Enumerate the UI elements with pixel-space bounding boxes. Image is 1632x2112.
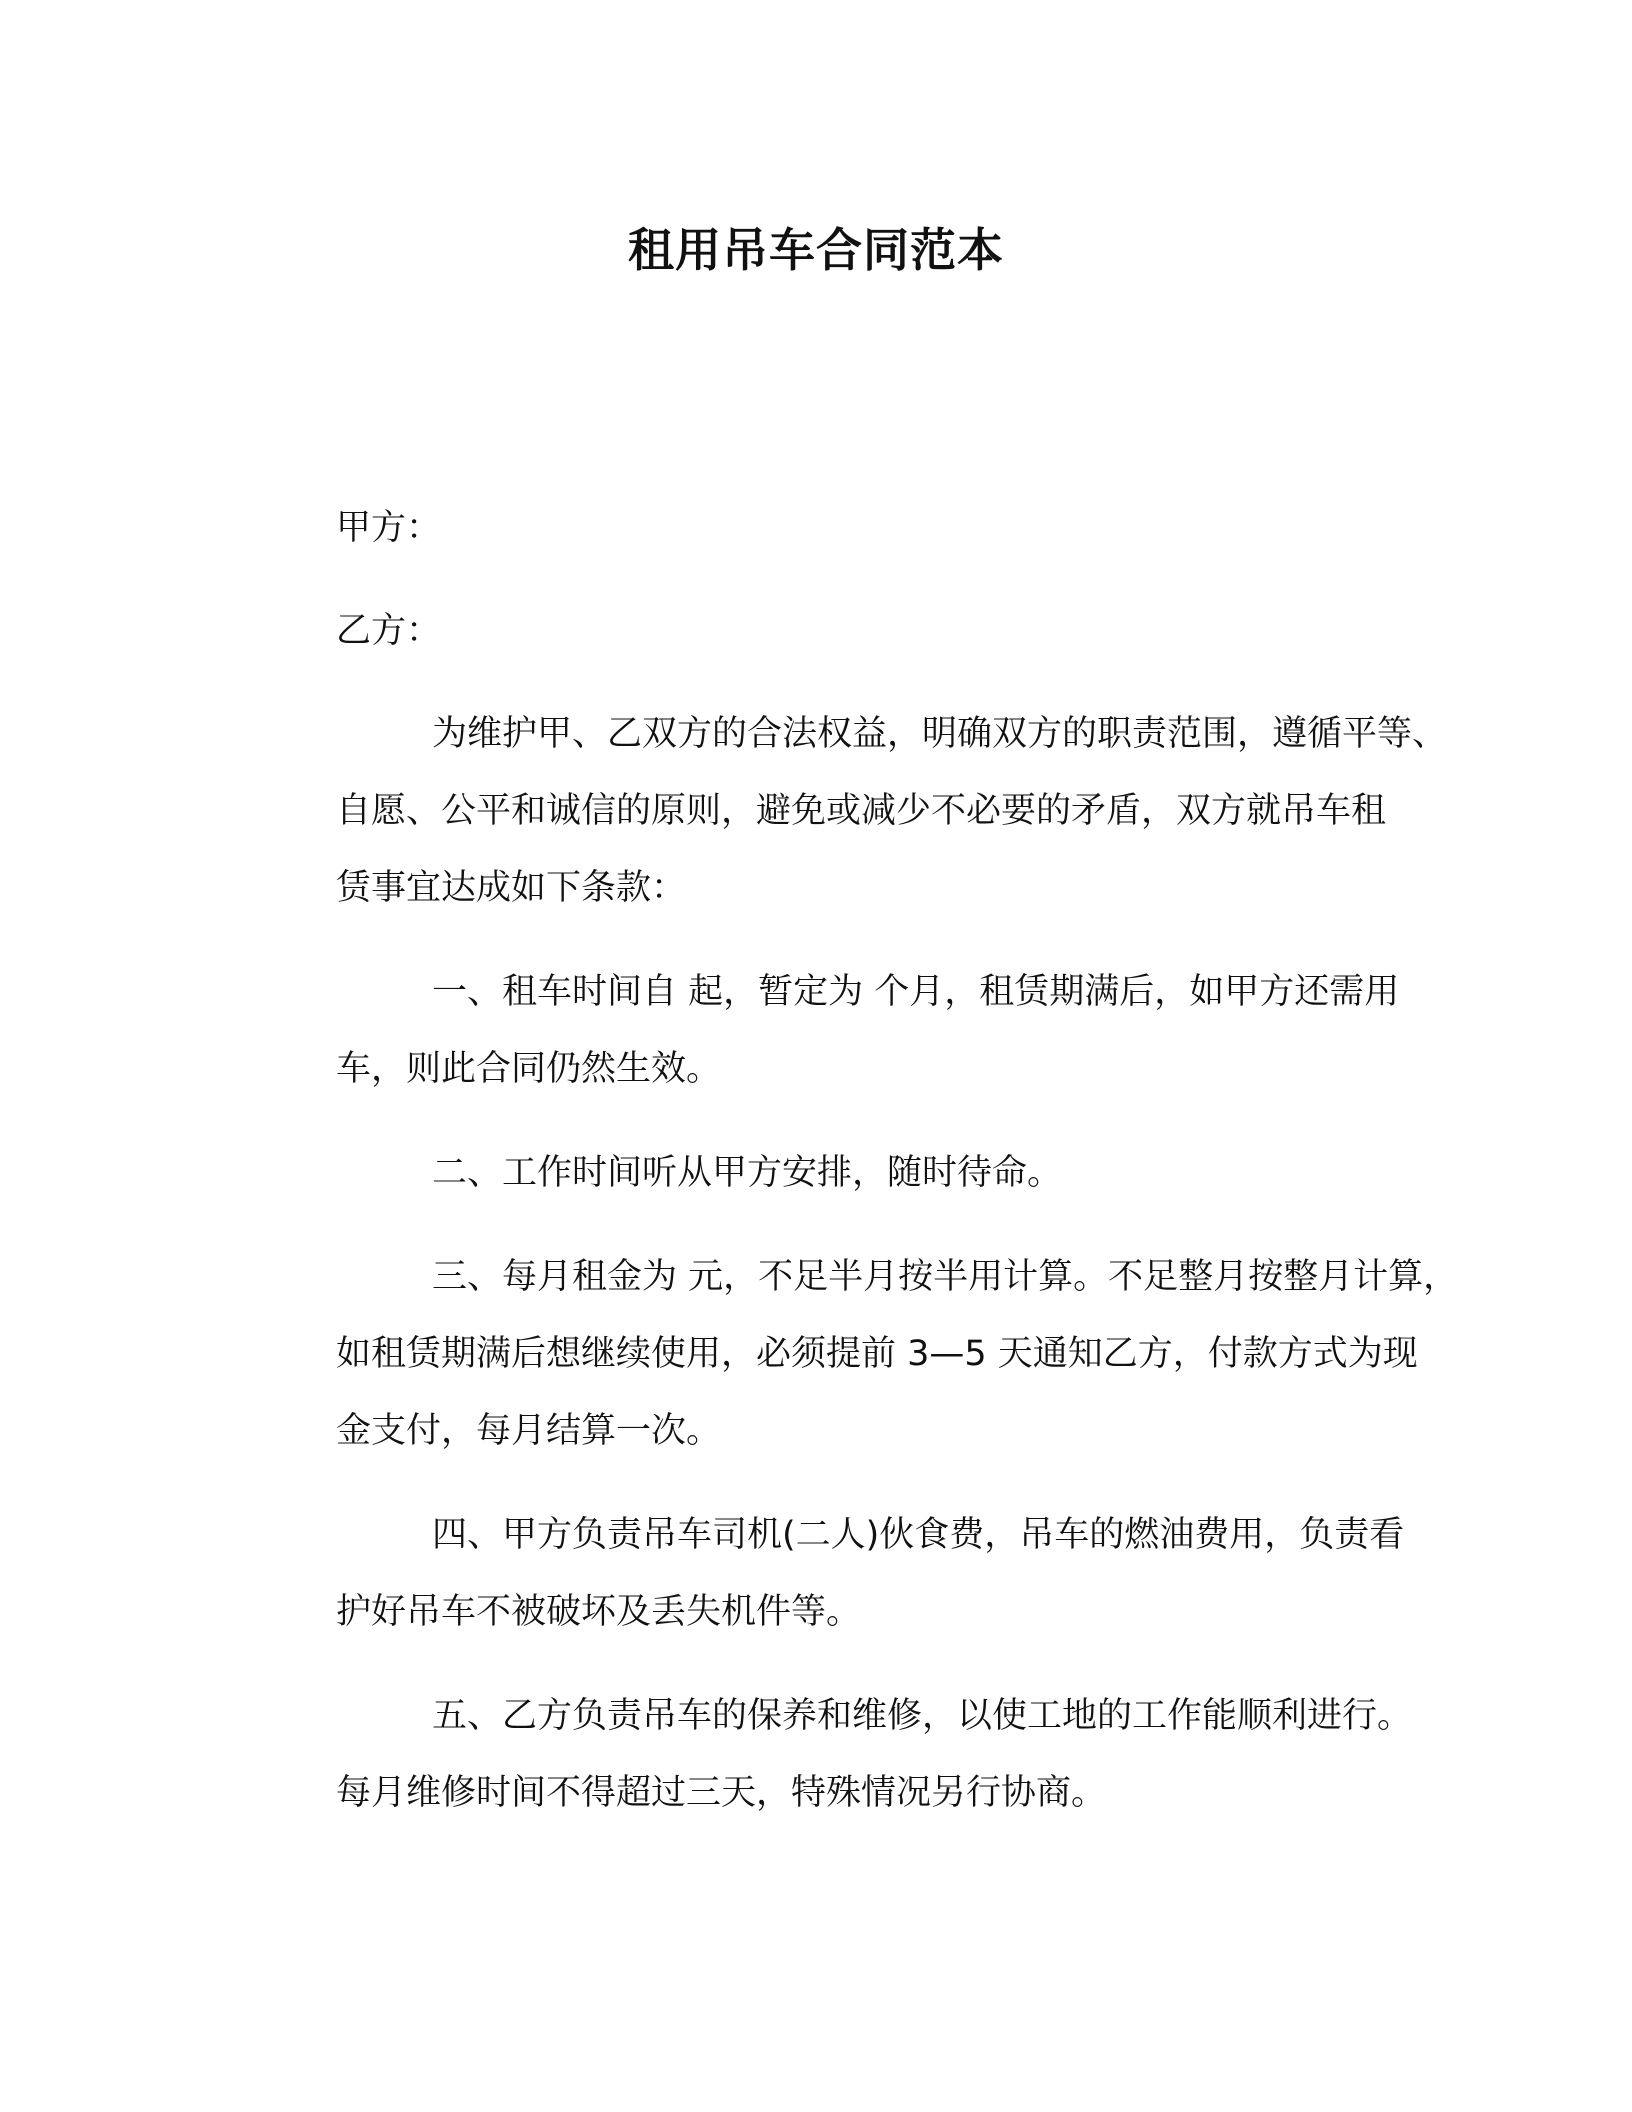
paragraph-preamble (240, 696, 1448, 927)
party-a-line: 甲方： (336, 508, 442, 548)
paragraph-line: 车，则此合同仍然生效。 (336, 1049, 722, 1089)
clause-2 (240, 1135, 1440, 1212)
paragraph-line: 如租赁期满后想继续使用，必须提前 3—5 天通知乙方，付款方式为现 (336, 1334, 1418, 1374)
clause-4 (240, 1497, 1440, 1651)
document-body (240, 490, 1459, 1859)
paragraph-line: 赁事宜达成如下条款： (336, 868, 687, 908)
paragraph-line: 二、工作时间听从甲方安排，随时待命。 (432, 1153, 1063, 1193)
paragraph-line: 四、甲方负责吊车司机(二人)伙食费，吊车的燃油费用，负责看 (432, 1515, 1405, 1555)
paragraph-line: 三、每月租金为 元，不足半月按半用计算。不足整月按整月计算， (432, 1257, 1459, 1297)
clause-3 (240, 1239, 1459, 1470)
paragraph-line: 为维护甲、乙双方的合法权益，明确双方的职责范围，遵循平等、 (432, 714, 1448, 754)
clause-5 (240, 1678, 1440, 1832)
clause-1 (240, 954, 1440, 1108)
party-b-line: 乙方： (336, 611, 442, 651)
document-title: 租用吊车合同范本 (628, 223, 1004, 277)
paragraph-line: 每月维修时间不得超过三天，特殊情况另行协商。 (336, 1773, 1107, 1813)
paragraph-line: 金支付，每月结算一次。 (336, 1411, 722, 1451)
paragraph-line: 护好吊车不被破坏及丢失机件等。 (336, 1592, 862, 1632)
paragraph-line: 自愿、公平和诚信的原则，避免或减少不必要的矛盾，双方就吊车租 (336, 791, 1387, 831)
paragraph-line: 五、乙方负责吊车的保养和维修，以使工地的工作能顺利进行。 (432, 1696, 1413, 1736)
paragraph-line: 一、租车时间自 起，暂定为 个月，租赁期满后，如甲方还需用 (432, 972, 1400, 1012)
